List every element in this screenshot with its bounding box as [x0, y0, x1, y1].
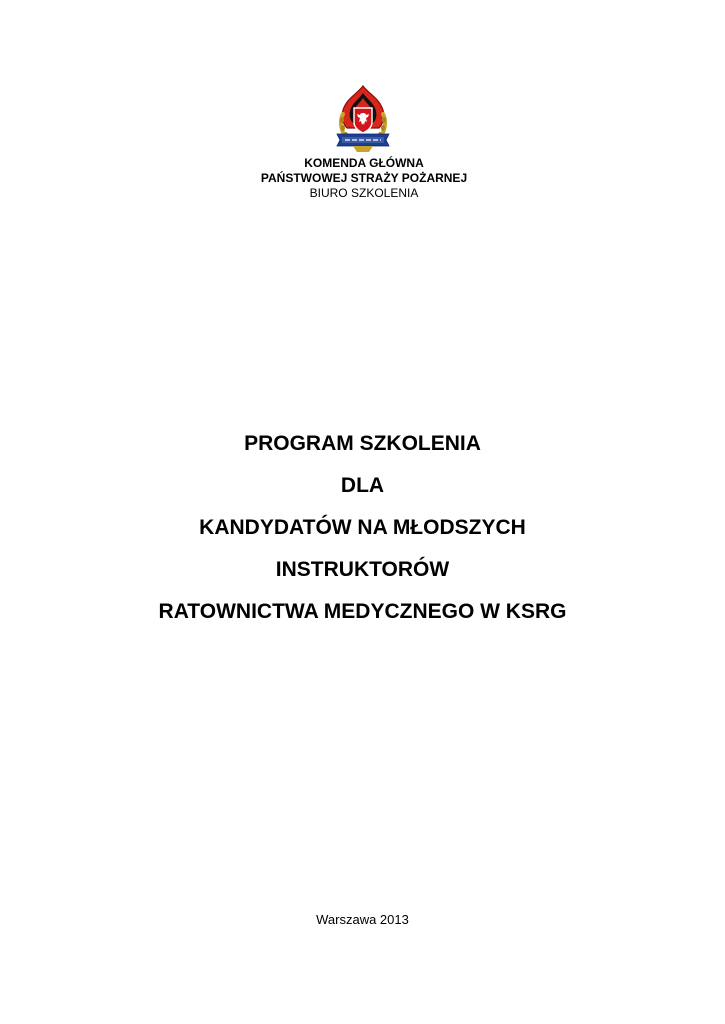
- organization-name-line1: KOMENDA GŁÓWNA: [304, 156, 424, 170]
- organization-header: [0, 156, 725, 201]
- place-and-date: Warszawa 2013: [316, 912, 409, 927]
- title-line-1: PROGRAM SZKOLENIA: [244, 432, 481, 455]
- title-line-4: INSTRUKTORÓW: [275, 558, 450, 581]
- organization-name-line2: PAŃSTWOWEJ STRAŻY POŻARNEJ: [260, 171, 468, 185]
- organization-department: BIURO SZKOLENIA: [309, 186, 419, 200]
- title-line-2: DLA: [340, 474, 385, 497]
- document-title: [0, 423, 725, 633]
- state-fire-service-emblem-icon: [333, 84, 393, 154]
- title-line-3: KANDYDATÓW NA MŁODSZYCH: [199, 516, 526, 539]
- title-line-5: RATOWNICTWA MEDYCZNEGO W KSRG: [158, 600, 567, 623]
